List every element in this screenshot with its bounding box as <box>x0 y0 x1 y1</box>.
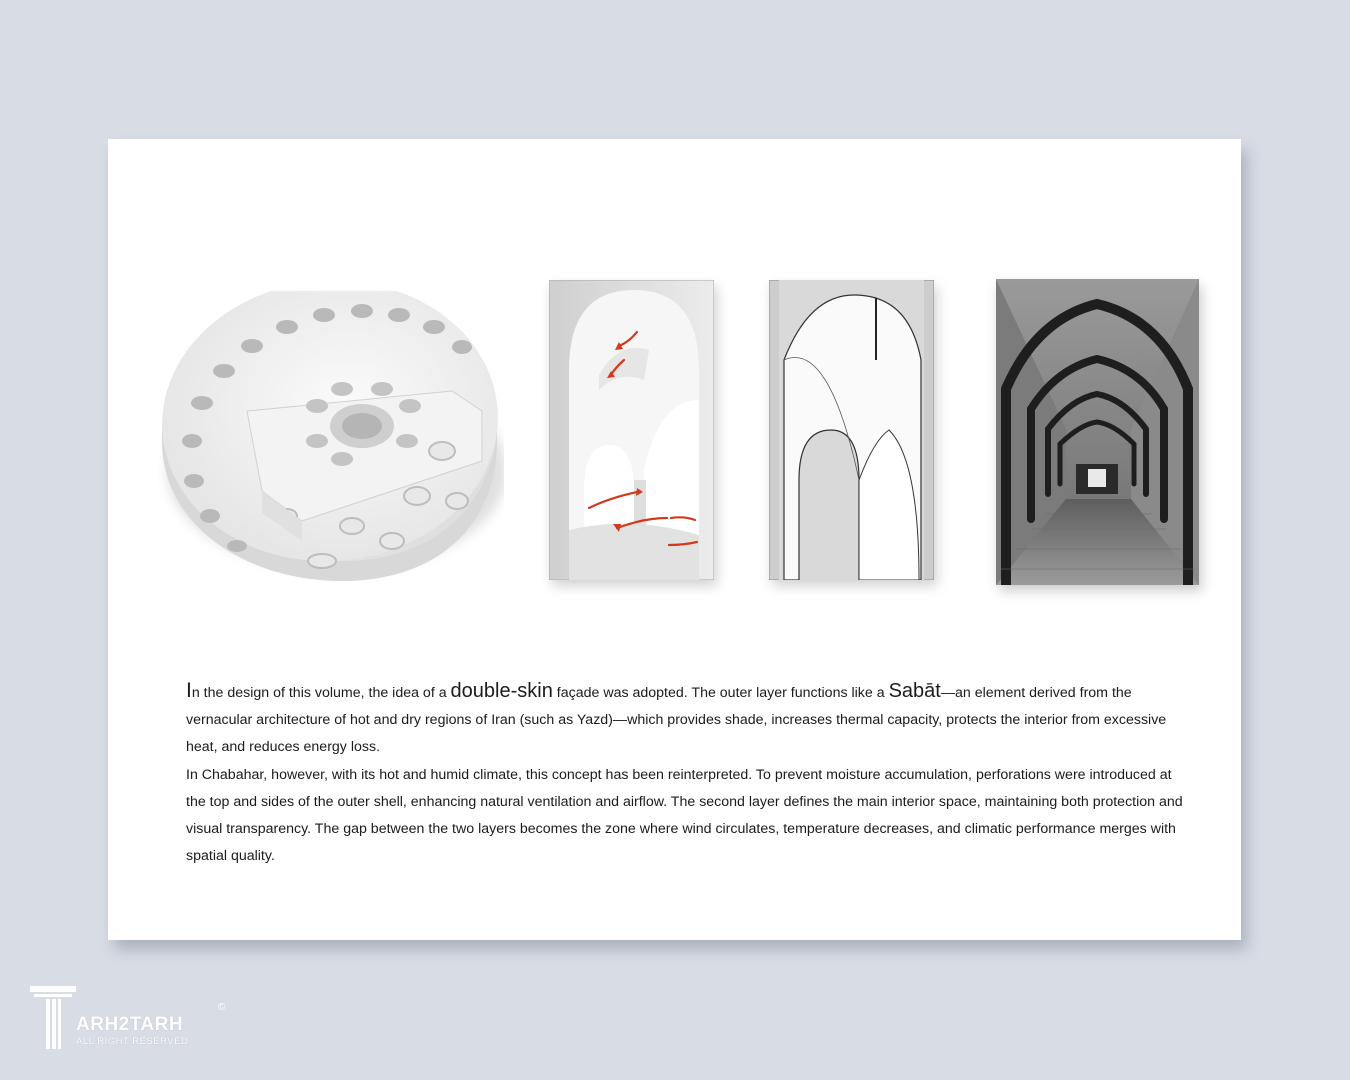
description-text <box>186 677 1186 870</box>
p1-part-3: —an element derived from the vernacular architecture of hot and dry regions of Iran (such as Yazd)—which provides shade, increases thermal capacity, protects the interior from excessive heat, and reduces energy loss. <box>186 685 1167 756</box>
brand-logo <box>28 984 238 1054</box>
column-t-logo-icon <box>28 984 78 1050</box>
paragraph-2: In Chabahar, however, with its hot and humid climate, this concept has been reinterpreted. To prevent moisture accumulation, perforations were introduced at the top and sides of the outer shell, enhancing natural ventilation and airflow. The second layer defines the main interior space, maintaining both protection and visual transparency. The gap between the two layers becomes the zone where wind circulates, temperature decreases, and climatic performance merges with spatial quality. <box>186 766 1183 865</box>
logo-subtitle: ALL RIGHT RESERVED <box>76 1036 189 1047</box>
emphasis-double-skin: double-skin <box>450 680 553 702</box>
copyright-mark: © <box>218 1002 226 1013</box>
arch-section-image <box>769 280 934 580</box>
logo-name: ARH2TARH <box>76 1014 184 1035</box>
emphasis-sabat: Sabāt <box>888 680 941 702</box>
p1-part-2: façade was adopted. The outer layer functions like a <box>552 685 889 701</box>
p1-part-1: n the design of this volume, the idea of a <box>191 685 451 701</box>
paragraph-1 <box>186 677 1186 762</box>
drop-cap: I <box>186 679 192 702</box>
sabat-alley-photo <box>996 279 1199 585</box>
disc-model-image <box>152 291 504 591</box>
presentation-sheet <box>108 139 1241 940</box>
arch-render-image <box>549 280 714 580</box>
